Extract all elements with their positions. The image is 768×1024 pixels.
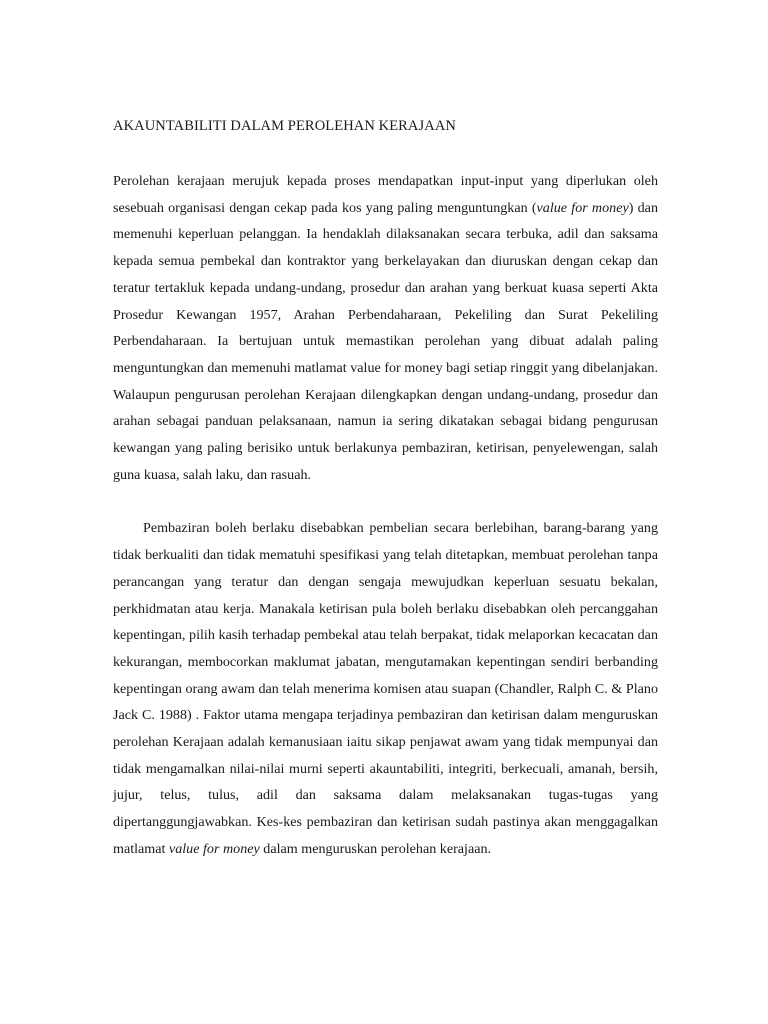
- document-title: AKAUNTABILITI DALAM PEROLEHAN KERAJAAN: [113, 118, 456, 134]
- paragraph-2-text-end: dalam menguruskan perolehan kerajaan.: [259, 840, 492, 857]
- paragraph-1-text-start: Perolehan kerajaan merujuk kepada proses mendapatkan input-input yang diperlukan oleh sesebuah organisasi dengan cekap pada kos yang paling menguntungkan (: [113, 173, 658, 216]
- paragraph-2-text-start: Pembaziran boleh berlaku disebabkan pembelian secara berlebihan, barang-barang yang tidak berkualiti dan tidak mematuhi spesifikasi yang telah ditetapkan, membuat perolehan tanpa perancangan yang teratur dan dengan sengaja mewujudkan keperluan sesuatu bekalan, perkhidmatan atau kerja. Manakala ketirisan pula boleh berlaku disebabkan oleh percanggahan kepentingan, pilih kasih terhadap pembekal atau telah berpakat, tidak melaporkan kecacatan dan kekurangan, membocorkan maklumat jabatan, mengutamakan kepentingan sendiri berbanding kepentingan orang awam dan telah menerima komisen atau suapan (Chandler, Ralph C. & Plano Jack C. 1988) . Faktor utama mengapa terjadinya pembaziran dan ketirisan dalam menguruskan perolehan Kerajaan adalah kemanusiaan iaitu sikap penjawat awam yang tidak mempunyai dan tidak mengamalkan nilai-nilai murni seperti akauntabiliti, integriti, berkecuali, amanah, bersih, jujur, telus, tulus, adil dan saksama dalam melaksanakan tugas-tugas yang dipertanggungjawabkan. Kes-kes pembaziran dan ketirisan sudah pastinya akan menggagalkan matlamat: [113, 520, 658, 857]
- paragraph-procurement-definition: [113, 168, 658, 488]
- document-body: [113, 113, 658, 863]
- paragraph-1-emphasis: value for money: [536, 199, 629, 216]
- paragraph-wastage-leakage: [113, 515, 658, 862]
- paragraph-2-emphasis: value for money: [168, 840, 260, 857]
- paragraph-1-text-end: ) dan memenuhi keperluan pelanggan. Ia hendaklah dilaksanakan secara terbuka, adil dan saksama kepada semua pembekal dan kontraktor yang berkelayakan dan diuruskan dengan cekap dan teratur tertakluk kepada undang-undang, prosedur dan arahan yang berkuat kuasa seperti Akta Prosedur Kewangan 1957, Arahan Perbendaharaan, Pekeliling dan Surat Pekeliling Perbendaharaan. Ia bertujuan untuk memastikan perolehan yang dibuat adalah paling menguntungkan dan memenuhi matlamat value for money bagi setiap ringgit yang dibelanjakan. Walaupun pengurusan perolehan Kerajaan dilengkapkan dengan undang-undang, prosedur dan arahan sebagai panduan pelaksanaan, namun ia sering dikatakan sebagai bidang pengurusan kewangan yang paling berisiko untuk berlakunya pembaziran, ketirisan, penyelewengan, salah guna kuasa, salah laku, dan rasuah.: [113, 199, 658, 483]
